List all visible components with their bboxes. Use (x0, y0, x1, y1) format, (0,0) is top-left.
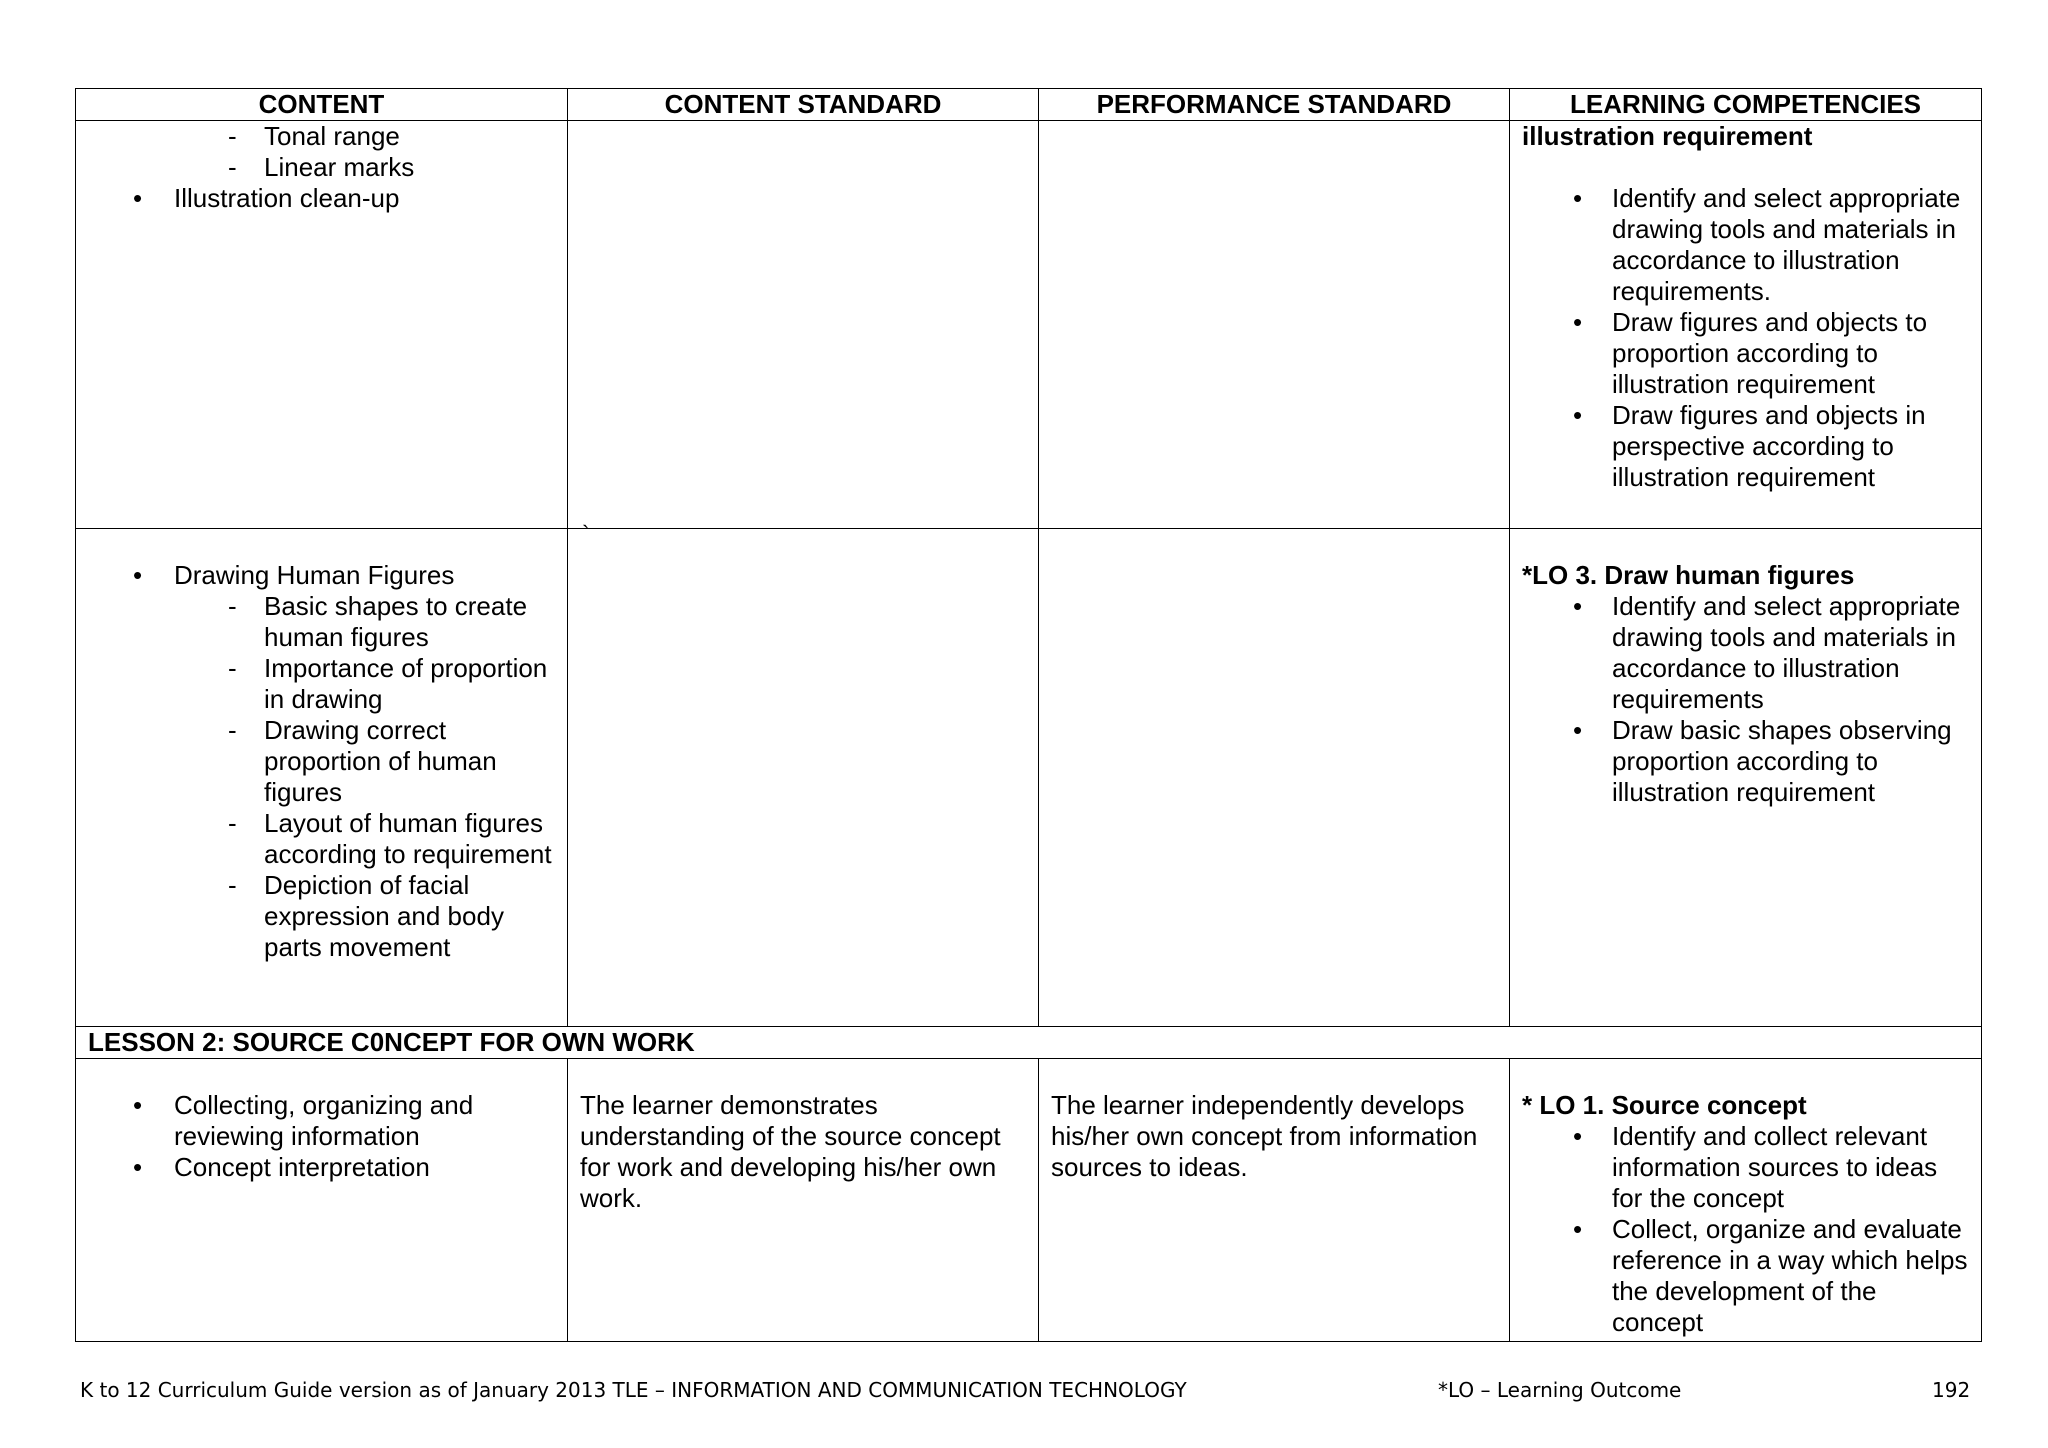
list-item: • Identify and collect relevant information sources to ideas for the concept (1522, 1121, 1969, 1214)
list-item: • Concept interpretation (88, 1152, 555, 1183)
list-item: • Draw basic shapes observing proportion according to illustration requirement (1522, 715, 1969, 808)
table-row (76, 121, 1982, 529)
competency-heading: *LO 3. Draw human figures (1522, 560, 1855, 590)
content-cell (76, 529, 568, 1027)
list-item: • Collecting, organizing and reviewing information (88, 1090, 555, 1152)
content-bullet-list (88, 1090, 555, 1183)
header-learning-competencies: LEARNING COMPETENCIES (1510, 89, 1982, 121)
performance-standard-cell (1039, 529, 1510, 1027)
list-item: • Draw figures and objects in perspective according to illustration requirement (1522, 400, 1969, 493)
header-performance-standard: PERFORMANCE STANDARD (1039, 89, 1510, 121)
list-item: • Drawing Human Figures (88, 560, 555, 591)
table-header-row (76, 89, 1982, 121)
table-row (76, 529, 1982, 1027)
performance-standard-cell (1039, 1059, 1510, 1342)
list-item: • Draw figures and objects to proportion according to illustration requirement (1522, 307, 1969, 400)
learning-competencies-cell (1510, 1059, 1982, 1342)
content-standard-cell (568, 521, 1039, 1027)
performance-standard-cell (1039, 121, 1510, 529)
performance-standard-text: The learner independently develops his/her own concept from information sources to ideas. (1051, 1090, 1478, 1182)
learning-competencies-cell (1510, 529, 1982, 1027)
competency-heading: * LO 1. Source concept (1522, 1090, 1807, 1120)
learning-competencies-cell (1510, 121, 1982, 529)
table-row (76, 1059, 1982, 1342)
content-dash-list (88, 121, 555, 183)
list-item: • Collect, organize and evaluate reference in a way which helps the development of the concept (1522, 1214, 1969, 1338)
content-bullet-list (88, 183, 555, 214)
competency-bullet-list (1522, 1121, 1969, 1338)
list-item: - Layout of human figures according to requirement (88, 808, 555, 870)
header-content: CONTENT (76, 89, 568, 121)
list-item: - Basic shapes to create human figures (88, 591, 555, 653)
competency-bullet-list (1522, 183, 1969, 493)
content-dash-list (88, 591, 555, 963)
footer-guide-title: K to 12 Curriculum Guide version as of January 2013 TLE – INFORMATION AND COMMUNICATION TECHNOLOGY (80, 1378, 1187, 1402)
content-cell (76, 121, 568, 529)
content-bullet-list (88, 560, 555, 591)
list-item: - Linear marks (88, 152, 555, 183)
curriculum-table (75, 88, 1982, 1342)
list-item: • Illustration clean-up (88, 183, 555, 214)
list-item: - Tonal range (88, 121, 555, 152)
competency-bullet-list (1522, 591, 1969, 808)
list-item: - Drawing correct proportion of human figures (88, 715, 555, 808)
stray-mark: ` (582, 521, 590, 546)
content-cell (76, 1059, 568, 1342)
lesson-row (76, 1027, 1982, 1059)
competency-heading: illustration requirement (1522, 121, 1813, 151)
list-item: • Identify and select appropriate drawing tools and materials in accordance to illustration requirements (1522, 591, 1969, 715)
content-standard-cell (568, 1059, 1039, 1342)
list-item: - Depiction of facial expression and body parts movement (88, 870, 555, 963)
header-content-standard: CONTENT STANDARD (568, 89, 1039, 121)
list-item: • Identify and select appropriate drawing tools and materials in accordance to illustration requirements. (1522, 183, 1969, 307)
page-number: 192 (1932, 1378, 1971, 1402)
content-standard-text: The learner demonstrates understanding of the source concept for work and developing his/her own work. (580, 1090, 1001, 1213)
lesson-title: LESSON 2: SOURCE C0NCEPT FOR OWN WORK (76, 1027, 1982, 1059)
footer-lo-legend: *LO – Learning Outcome (1438, 1378, 1682, 1402)
content-standard-cell (568, 121, 1039, 529)
list-item: - Importance of proportion in drawing (88, 653, 555, 715)
